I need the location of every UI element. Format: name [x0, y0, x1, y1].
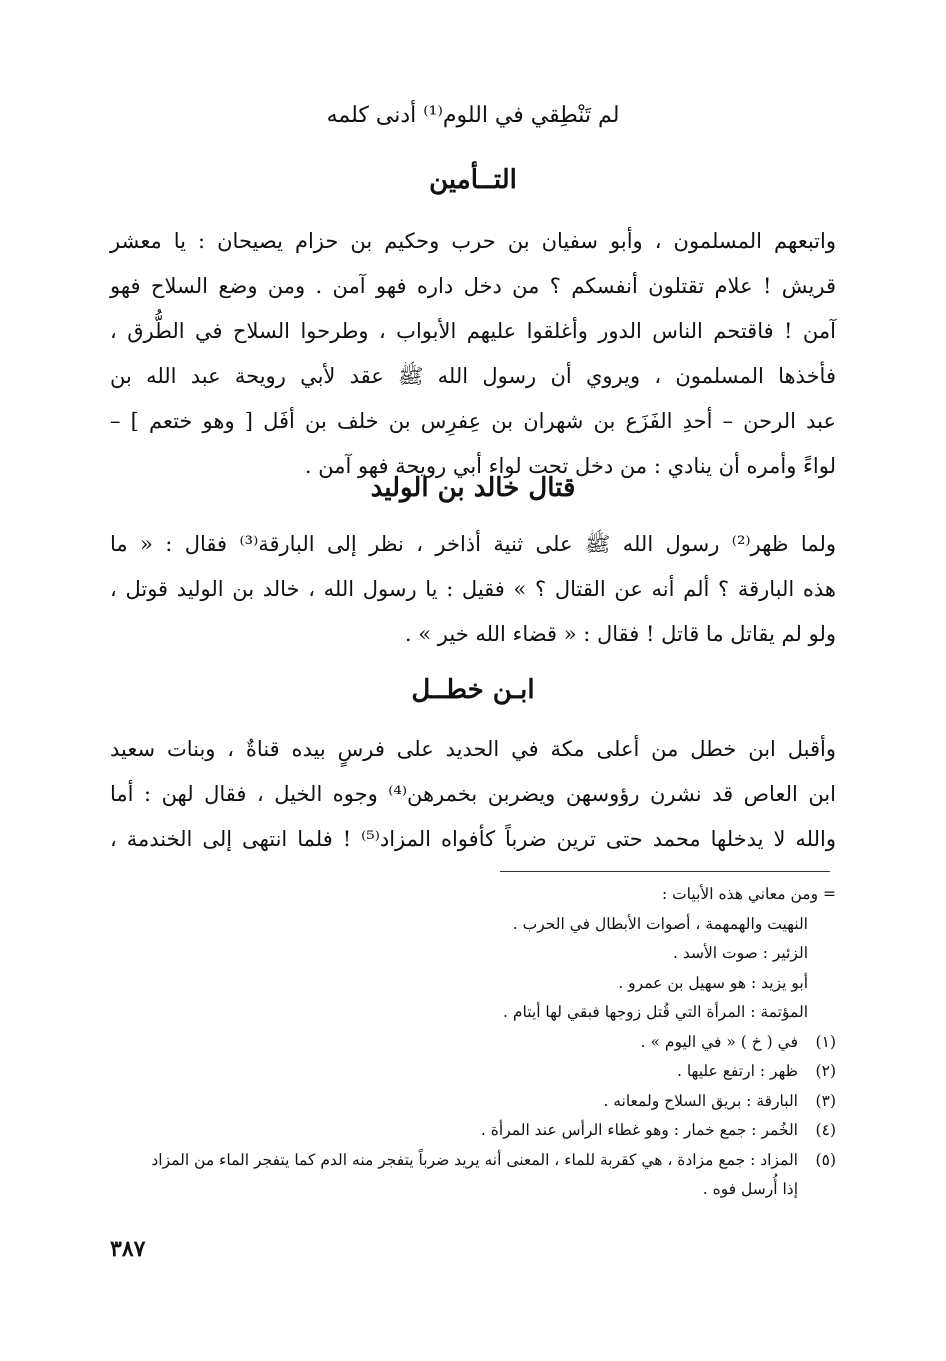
footnote-text: المزاد : جمع مزادة ، هي كقربة للماء ، المعنى أنه يريد ضرباً يتفجر منه الدم كما يتفجر الماء من المزاد: [151, 1150, 798, 1169]
paragraph-line: وأقبل ابن خطل من أعلى مكة في الحديد على فرسٍ بيده قناةٌ ، وبنات سعيد: [110, 737, 836, 761]
paragraph-line: عبد الرحن – أحدِ الفَزَع بن شهران بن عِفرِس بن خلف بن أفَل [ وهو ختعم ] –: [110, 409, 836, 433]
footnote-number: (١): [815, 1032, 836, 1051]
footnote-text: ظهر : ارتفع عليها .: [676, 1062, 798, 1080]
page-number: ٣٨٧: [110, 1236, 146, 1262]
footnote-continuation-line: الزئير : صوت الأسد .: [672, 944, 808, 962]
paragraph-line: قريش ! علام تقتلون أنفسكم ؟ من دخل داره فهو آمن . ومن وضع السلاح فهو: [110, 274, 836, 298]
section-heading-ibn-khatal: ابـن خطــل: [411, 675, 535, 705]
paragraph-line: لواءً وأمره أن ينادي : من دخل تحت لواء أبي رويحة فهو آمن .: [304, 454, 836, 478]
footnote-continuation-header: = ومن معاني هذه الأبيات :: [661, 885, 836, 903]
footnote-number: (٤): [815, 1121, 836, 1139]
footnote-item: [110, 1087, 836, 1117]
paragraph-line: ولو لم يقاتل ما قاتل ! فقال : « قضاء الله خير » .: [404, 622, 836, 646]
footnote-continuation-line: أبو يزيد : هو سهيل بن عمرو .: [618, 973, 808, 992]
footnote-item: [110, 1146, 836, 1176]
section-heading-khalid: قتال خالد بن الوليد: [370, 473, 576, 503]
footnote-item: [110, 1057, 836, 1087]
footnote-continuation-line: النهيت والهمهمة ، أصوات الأبطال في الحرب .: [512, 914, 808, 933]
paragraph-line: فأخذها المسلمون ، ويروي أن رسول الله ﷺ عقد لأبي رويحة عبد الله بن: [110, 364, 836, 388]
footnote-divider: [500, 871, 830, 872]
footnote-number: (٥): [815, 1150, 836, 1169]
footnote-continuation-line: إذا أُرسل فوه .: [702, 1180, 798, 1198]
footnote-number: (٣): [815, 1091, 836, 1110]
paragraph-line: والله لا يدخلها محمد حتى ترين ضرباً كأفواه المزاد⁽⁵⁾ ! فلما انتهى إلى الخندمة ،: [110, 827, 836, 851]
footnote-text: في ( خ ) « في اليوم » .: [640, 1032, 798, 1051]
footnote-text: الخُمر : جمع خمار : وهو غطاء الرأس عند المرأة .: [480, 1121, 798, 1139]
footnote-number: (٢): [815, 1062, 836, 1080]
paragraph-line: هذه البارقة ؟ ألم أنه عن القتال ؟ » فقيل : يا رسول الله ، خالد بن الوليد قوتل ،: [110, 577, 836, 601]
footnote-continuation-line: المؤتمة : المرأة التي قُتل زوجها فبقي لها أيتام .: [503, 1003, 808, 1021]
section-paragraph-ibn-khatal: [110, 727, 836, 862]
verse-line: لم تَنْطِقي في اللوم⁽¹⁾ أدنى كلمه: [326, 103, 620, 128]
paragraph-line: آمن ! فاقتحم الناس الدور وأغلقوا عليهم الأبواب ، وطرحوا السلاح في الطُّرق ،: [110, 319, 836, 343]
section-heading-tamin: التــأمين: [429, 165, 517, 195]
section-paragraph-tamin: [110, 219, 836, 489]
section-paragraph-khalid: [110, 522, 836, 657]
footnote-item: [110, 1028, 836, 1058]
paragraph-line: واتبعهم المسلمون ، وأبو سفيان بن حرب وحكيم بن حزام يصيحان : يا معشر: [110, 229, 836, 253]
paragraph-line: ولما ظهر⁽²⁾ رسول الله ﷺ على ثنية أذاخر ، نظر إلى البارقة⁽³⁾ فقال : « ما: [110, 532, 836, 556]
footnote-item: [110, 1116, 836, 1146]
footnote-text: البارقة : بريق السلاح ولمعانه .: [603, 1091, 798, 1110]
paragraph-line: ابن العاص قد نشرن رؤوسهن ويضربن بخمرهن⁽⁴⁾ وجوه الخيل ، فقال لهن : أما: [110, 782, 836, 806]
footnotes: [110, 880, 836, 1205]
